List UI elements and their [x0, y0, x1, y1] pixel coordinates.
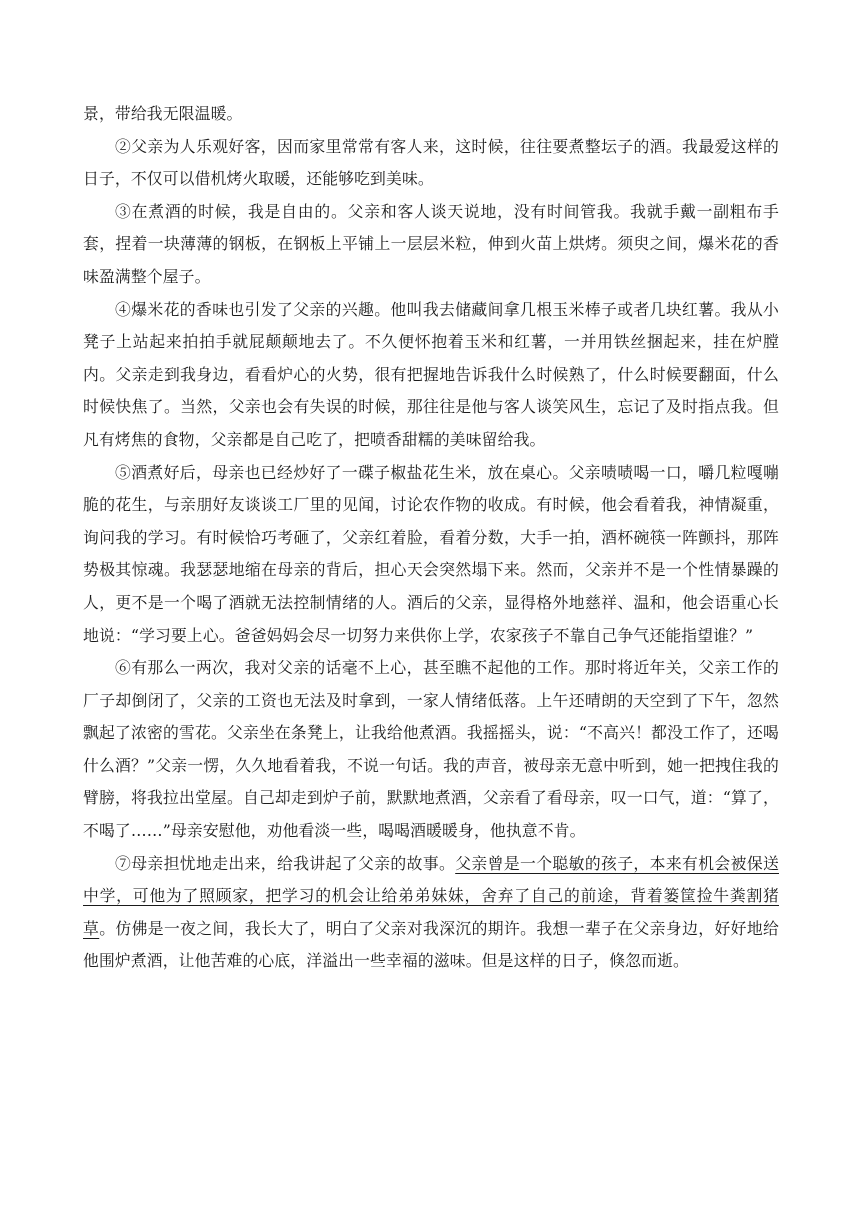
paragraph-3: ③在煮酒的时候，我是自由的。父亲和客人谈天说地，没有时间管我。我就手戴一副粗布手套，捏着一块薄薄的钢板，在钢板上平铺上一层层米粒，伸到火苗上烘烤。须臾之间，爆米花的香味盈满整个屋子。 [83, 201, 779, 286]
underlined-passage: 父亲曾是一个聪敏的孩子，本来有机会被保送中学，可他为了照顾家，把学习的机会让给弟弟妹妹，舍弃了自己的前途，背着篓筐捡牛粪割猪草 [83, 853, 779, 938]
paragraph-7-lead: ⑦母亲担忧地走出来，给我讲起了父亲的故事。 [115, 853, 456, 873]
paragraph-continuation: 景，带给我无限温暖。 [83, 104, 243, 123]
paragraph-6: ⑥有那么一两次，我对父亲的话毫不上心，甚至瞧不起他的工作。那时将近年关，父亲工作的厂子却倒闭了，父亲的工资也无法及时拿到，一家人情绪低落。上午还晴朗的天空到了下午，忽然飘起了浓密的雪花。父亲坐在条凳上，让我给他煮酒。我摇摇头，说：“不高兴！都没工作了，还喝什么酒？”父亲一愣，久久地看着我，不说一句话。我的声音，被母亲无意中听到，她一把拽住我的臂膀，将我拉出堂屋。自己却走到炉子前，默默地煮酒，父亲看了看母亲，叹一口气，道：“算了，不喝了……”母亲安慰他，劝他看淡一些，喝喝酒暖暖身，他执意不肯。 [83, 658, 779, 841]
article-body [83, 98, 779, 978]
paragraph-5: ⑤酒煮好后，母亲也已经炒好了一碟子椒盐花生米，放在桌心。父亲啧啧喝一口，嚼几粒嘎嘣脆的花生，与亲朋好友谈谈工厂里的见闻，讨论农作物的收成。有时候，他会看着我，神情凝重，询问我的学习。有时候恰巧考砸了，父亲红着脸，看着分数，大手一拍，酒杯碗筷一阵颤抖，那阵势极其惊魂。我瑟瑟地缩在母亲的背后，担心天会突然塌下来。然而，父亲并不是一个性情暴躁的人，更不是一个喝了酒就无法控制情绪的人。酒后的父亲，显得格外地慈祥、温和，他会语重心长地说：“学习要上心。爸爸妈妈会尽一切努力来供你上学，农家孩子不靠自己争气还能指望谁？” [83, 462, 779, 645]
paragraph-4: ④爆米花的香味也引发了父亲的兴趣。他叫我去储藏间拿几根玉米棒子或者几块红薯。我从小凳子上站起来拍拍手就屁颠颠地去了。不久便怀抱着玉米和红薯，一并用铁丝捆起来，挂在炉膛内。父亲走到我身边，看看炉心的火势，很有把握地告诉我什么时候熟了，什么时候要翻面，什么时候快焦了。当然，父亲也会有失误的时候，那往往是他与客人谈笑风生，忘记了及时指点我。但凡有烤焦的食物，父亲都是自己吃了，把喷香甜糯的美味留给我。 [83, 299, 779, 449]
paragraph-7 [83, 848, 779, 978]
paragraph-7-tail: 。仿佛是一夜之间，我长大了，明白了父亲对我深沉的期许。我想一辈子在父亲身边，好好地给他围炉煮酒，让他苦难的心底，洋溢出一些幸福的滋味。但是这样的日子，倏忽而逝。 [83, 918, 779, 971]
paragraph-2: ②父亲为人乐观好客，因而家里常常有客人来，这时候，往往要煮整坛子的酒。我最爱这样的日子，不仅可以借机烤火取暖，还能够吃到美味。 [83, 136, 779, 189]
